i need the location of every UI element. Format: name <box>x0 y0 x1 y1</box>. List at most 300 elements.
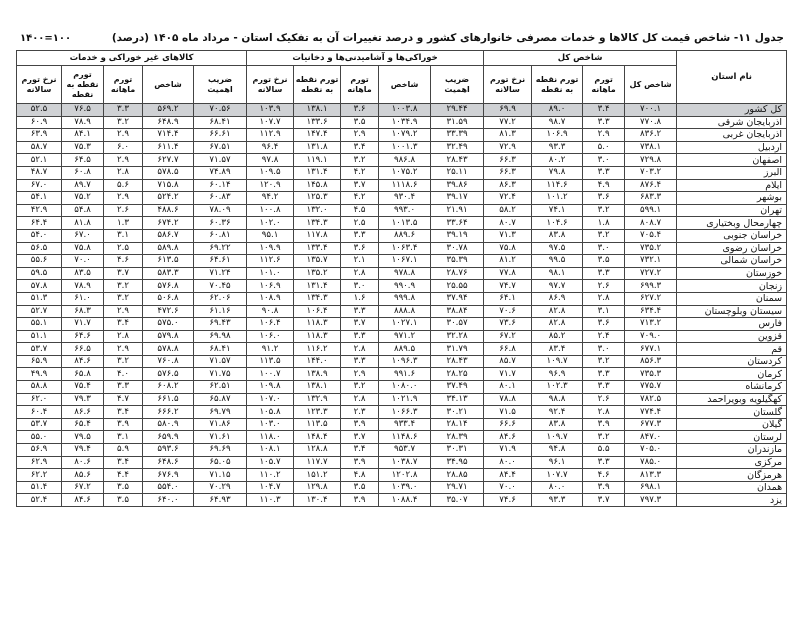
table-cell: ۷۷۴.۴ <box>625 406 677 419</box>
table-cell: ۸۴.۴ <box>484 469 532 482</box>
province-name-cell: کرمانشاه <box>677 381 787 394</box>
table-cell: ۷۷.۲ <box>484 116 532 129</box>
province-name-cell: قم <box>677 343 787 356</box>
table-cell: ۸۱.۸ <box>62 217 104 230</box>
table-cell: ۳.۵ <box>341 481 379 494</box>
table-row <box>17 179 787 192</box>
col-header-total-annual: نرخ تورم سالانه <box>484 66 532 104</box>
table-cell: ۲.۸ <box>104 330 143 343</box>
table-cell: ۴۹.۹ <box>17 368 62 381</box>
table-cell: ۳.۹ <box>583 418 625 431</box>
table-cell: ۱۰۱.۰ <box>247 267 294 280</box>
table-cell: ۸۶.۶ <box>62 406 104 419</box>
table-cell: ۸۹.۷ <box>62 179 104 192</box>
table-cell: ۹۶.۹ <box>532 368 583 381</box>
table-cell: ۳۳.۶۴ <box>431 217 484 230</box>
table-cell: ۸۰.۶ <box>62 456 104 469</box>
table-cell: ۳۲.۴۹ <box>431 141 484 154</box>
table-cell: ۳.۹ <box>341 418 379 431</box>
table-cell: ۷۵.۴ <box>62 381 104 394</box>
table-cell: ۸۴.۱ <box>62 129 104 142</box>
table-cell: ۳.۱ <box>104 229 143 242</box>
table-cell: ۳.۶ <box>583 192 625 205</box>
table-cell: ۸۳۶.۲ <box>625 129 677 142</box>
table-cell: ۳.۳ <box>583 166 625 179</box>
table-cell: ۵۸۶.۷ <box>143 229 194 242</box>
province-name-cell: گلستان <box>677 406 787 419</box>
table-cell: ۳.۴ <box>341 141 379 154</box>
table-cell: ۶۵.۴ <box>62 418 104 431</box>
province-column-header: نام استان <box>677 51 787 104</box>
table-cell: ۳.۲ <box>341 381 379 394</box>
table-row <box>17 368 787 381</box>
table-cell: ۱۰۷۵.۲ <box>379 166 431 179</box>
table-cell: ۱۱۸.۰ <box>247 431 294 444</box>
table-cell: ۷۸۵.۰ <box>625 456 677 469</box>
table-cell: ۳.۳ <box>583 456 625 469</box>
table-cell: ۴.۸ <box>341 469 379 482</box>
table-cell: ۷۱.۳ <box>484 229 532 242</box>
table-cell: ۹۵.۱ <box>247 229 294 242</box>
table-cell: ۲۵.۱۱ <box>431 166 484 179</box>
table-cell: ۲.۵ <box>341 217 379 230</box>
table-cell: ۱۳۸.۹ <box>294 368 341 381</box>
table-cell: ۵۲.۵ <box>17 104 62 117</box>
table-cell: ۲.۱ <box>341 255 379 268</box>
table-cell: ۱۰۶۷.۱ <box>379 255 431 268</box>
table-cell: ۷۳۲.۱ <box>625 255 677 268</box>
table-cell: ۳.۷ <box>583 494 625 507</box>
table-cell: ۱۳۲.۹ <box>294 393 341 406</box>
table-cell: ۷۲۷.۲ <box>625 267 677 280</box>
table-cell: ۴.۰ <box>104 368 143 381</box>
table-cell: ۷۱.۷ <box>484 368 532 381</box>
table-cell: ۸۴۷.۰ <box>625 431 677 444</box>
table-cell: ۷۴.۶ <box>484 494 532 507</box>
table-cell: ۷۵.۳ <box>62 141 104 154</box>
table-cell: ۶۱.۱۶ <box>194 305 247 318</box>
table-cell: ۵۷۶.۵ <box>143 368 194 381</box>
table-row <box>17 381 787 394</box>
table-cell: ۲.۶ <box>583 393 625 406</box>
table-cell: ۶۰.۸۳ <box>194 192 247 205</box>
table-cell: ۱۱۲.۹ <box>247 129 294 142</box>
table-cell: ۹۹۳.۰ <box>379 204 431 217</box>
table-cell: ۳.۷ <box>341 318 379 331</box>
province-name-cell: کهگیلویه وبویراحمد <box>677 393 787 406</box>
table-cell: ۳.۷ <box>104 267 143 280</box>
group-header-non-food: کالاهای غیر خوراکی و خدمات <box>17 51 247 66</box>
table-cell: ۷۹.۳ <box>62 393 104 406</box>
table-cell: ۱۰۸.۱ <box>247 444 294 457</box>
table-cell: ۷۵.۸ <box>62 242 104 255</box>
table-cell: ۷۸.۹ <box>62 116 104 129</box>
table-cell: ۷۱.۸۶ <box>194 418 247 431</box>
table-cell: ۷۹۷.۳ <box>625 494 677 507</box>
table-cell: ۱۱۹.۱ <box>294 154 341 167</box>
table-cell: ۷۱۳.۲ <box>625 318 677 331</box>
table-cell: ۳.۲ <box>104 280 143 293</box>
table-cell: ۲.۳ <box>341 406 379 419</box>
table-cell: ۶۷.۵۱ <box>194 141 247 154</box>
table-cell: ۲۹.۴۴ <box>431 104 484 117</box>
table-cell: ۹۹۹.۸ <box>379 292 431 305</box>
table-cell: ۵۵.۰ <box>17 431 62 444</box>
table-cell: ۱۴۷.۴ <box>294 129 341 142</box>
table-cell: ۳.۳ <box>341 305 379 318</box>
table-cell: ۱۲۳.۳ <box>294 406 341 419</box>
table-cell: ۸۸۸.۸ <box>379 305 431 318</box>
table-cell: ۷۴.۸۹ <box>194 166 247 179</box>
table-cell: ۳.۷ <box>341 179 379 192</box>
table-cell: ۱۱۰.۳ <box>247 494 294 507</box>
col-header-nonfood-index: شاخص <box>143 66 194 104</box>
col-header-nonfood-annual: نرخ تورم سالانه <box>17 66 62 104</box>
table-cell: ۳.۴ <box>104 318 143 331</box>
table-row <box>17 116 787 129</box>
table-cell: ۵.۹ <box>104 444 143 457</box>
table-cell: ۵۲.۴ <box>17 494 62 507</box>
table-cell: ۵۷۶.۸ <box>143 280 194 293</box>
table-cell: ۵۷۹.۸ <box>143 330 194 343</box>
table-cell: ۵۳.۷ <box>17 343 62 356</box>
table-row <box>17 318 787 331</box>
province-name-cell: قزوین <box>677 330 787 343</box>
table-cell: ۶۸.۴۱ <box>194 343 247 356</box>
table-cell: ۷۱.۹ <box>484 444 532 457</box>
table-cell: ۸۹.۰ <box>532 104 583 117</box>
table-cell: ۲.۶ <box>583 280 625 293</box>
table-cell: ۱۲۵.۳ <box>294 192 341 205</box>
table-cell: ۹۶.۴ <box>247 141 294 154</box>
table-cell: ۳۰.۷۸ <box>431 242 484 255</box>
table-cell: ۶۶۶.۲ <box>143 406 194 419</box>
table-cell: ۱۰۲.۰ <box>247 217 294 230</box>
table-cell: ۳.۲ <box>104 116 143 129</box>
table-cell: ۹۴.۸ <box>532 444 583 457</box>
table-cell: ۵۶.۵ <box>17 242 62 255</box>
table-cell: ۷۰.۰ <box>484 481 532 494</box>
table-row-national <box>17 104 787 117</box>
table-cell: ۳.۴ <box>104 406 143 419</box>
table-cell: ۷۸۲.۵ <box>625 393 677 406</box>
table-cell: ۹۷۸.۸ <box>379 267 431 280</box>
table-row <box>17 330 787 343</box>
table-cell: ۳۲.۲۸ <box>431 330 484 343</box>
table-cell: ۱۱۲.۶ <box>247 255 294 268</box>
table-cell: ۱۰۰.۷ <box>247 368 294 381</box>
table-cell: ۷۴.۱ <box>532 204 583 217</box>
table-cell: ۸۱.۲ <box>484 255 532 268</box>
table-cell: ۲.۶ <box>104 204 143 217</box>
table-row <box>17 431 787 444</box>
table-cell: ۷۰.۲۹ <box>194 481 247 494</box>
province-name-cell: یزد <box>677 494 787 507</box>
table-cell: ۹۸.۱ <box>532 267 583 280</box>
table-cell: ۱۱۸.۳ <box>294 330 341 343</box>
table-row <box>17 469 787 482</box>
table-cell: ۷۱.۵۷ <box>194 355 247 368</box>
province-name-cell: خوزستان <box>677 267 787 280</box>
table-cell: ۳۸.۸۴ <box>431 305 484 318</box>
table-cell: ۵۶.۹ <box>17 444 62 457</box>
table-cell: ۱۰۳۴.۹ <box>379 116 431 129</box>
table-cell: ۱۱۸.۳ <box>294 318 341 331</box>
table-cell: ۱۰۳.۰ <box>247 418 294 431</box>
table-cell: ۱۱۷.۸ <box>294 229 341 242</box>
table-cell: ۳۴.۹۵ <box>431 456 484 469</box>
table-cell: ۹۴.۲ <box>247 192 294 205</box>
table-row <box>17 204 787 217</box>
table-cell: ۸۰.۱ <box>484 381 532 394</box>
table-cell: ۹۳۰.۴ <box>379 192 431 205</box>
table-cell: ۶۲.۲ <box>17 469 62 482</box>
table-cell: ۹۶.۱ <box>532 456 583 469</box>
table-cell: ۷۱.۷۵ <box>194 368 247 381</box>
table-cell: ۵۳.۷ <box>17 418 62 431</box>
table-cell: ۱۰۶۳.۴ <box>379 242 431 255</box>
table-cell: ۳.۲ <box>583 204 625 217</box>
table-cell: ۱۴۵.۸ <box>294 179 341 192</box>
table-cell: ۷۱.۲۴ <box>194 267 247 280</box>
table-cell: ۸۰.۲ <box>532 154 583 167</box>
table-cell: ۵۹۹.۱ <box>625 204 677 217</box>
table-cell: ۳.۳ <box>583 267 625 280</box>
table-cell: ۴.۴ <box>104 469 143 482</box>
table-cell: ۹۷۱.۲ <box>379 330 431 343</box>
table-cell: ۱۰۷.۰ <box>247 393 294 406</box>
table-cell: ۸۶.۹ <box>532 292 583 305</box>
table-cell: ۱۰۹.۵ <box>247 166 294 179</box>
province-name-cell: فارس <box>677 318 787 331</box>
table-cell: ۷۴.۷ <box>484 280 532 293</box>
table-row <box>17 292 787 305</box>
table-cell: ۵۸.۸ <box>17 381 62 394</box>
table-cell: ۵.۰ <box>583 141 625 154</box>
table-cell: ۸۲.۸ <box>532 318 583 331</box>
table-cell: ۳.۹ <box>341 494 379 507</box>
table-cell: ۸۲.۸ <box>532 305 583 318</box>
table-cell: ۳.۹ <box>583 481 625 494</box>
table-cell: ۷۱.۵ <box>484 406 532 419</box>
table-cell: ۱.۳ <box>104 217 143 230</box>
table-cell: ۲۸.۴۳ <box>431 154 484 167</box>
table-cell: ۷۸.۹ <box>62 280 104 293</box>
table-row <box>17 355 787 368</box>
table-cell: ۱۰۹.۹ <box>247 242 294 255</box>
table-cell: ۷۲۹.۸ <box>625 154 677 167</box>
province-name-cell: سمنان <box>677 292 787 305</box>
table-cell: ۲.۵ <box>104 242 143 255</box>
province-name-cell: البرز <box>677 166 787 179</box>
table-cell: ۶۷۴.۲ <box>143 217 194 230</box>
table-cell: ۴۷۲.۶ <box>143 305 194 318</box>
table-cell: ۴.۷ <box>104 393 143 406</box>
table-cell: ۱۱۷.۷ <box>294 456 341 469</box>
table-cell: ۵۷۸.۵ <box>143 166 194 179</box>
table-cell: ۷۲.۴ <box>484 192 532 205</box>
table-cell: ۴.۲ <box>341 192 379 205</box>
table-row <box>17 141 787 154</box>
table-row <box>17 456 787 469</box>
table-cell: ۵۹.۵ <box>17 267 62 280</box>
table-row <box>17 305 787 318</box>
table-cell: ۷۳۸.۱ <box>625 141 677 154</box>
table-cell: ۶۹۸.۱ <box>625 481 677 494</box>
table-cell: ۳.۲ <box>583 355 625 368</box>
table-cell: ۱۳۳.۶ <box>294 116 341 129</box>
table-cell: ۲.۹ <box>104 154 143 167</box>
table-cell: ۳.۳ <box>341 229 379 242</box>
table-cell: ۳.۳ <box>104 104 143 117</box>
table-cell: ۷۱.۵۷ <box>194 154 247 167</box>
table-cell: ۶۷.۰ <box>62 229 104 242</box>
table-row <box>17 229 787 242</box>
table-cell: ۱۰۰.۸ <box>247 204 294 217</box>
table-cell: ۶۷۶.۹ <box>143 469 194 482</box>
table-cell: ۵۲۴.۲ <box>143 192 194 205</box>
table-cell: ۷۰.۴۵ <box>194 280 247 293</box>
table-cell: ۷۵.۲ <box>62 192 104 205</box>
table-cell: ۵۰۶.۸ <box>143 292 194 305</box>
table-cell: ۹۰.۸ <box>247 305 294 318</box>
table-cell: ۶۴.۴ <box>17 217 62 230</box>
table-cell: ۷۷.۸ <box>484 267 532 280</box>
table-row <box>17 192 787 205</box>
table-cell: ۶۲.۹ <box>17 456 62 469</box>
table-cell: ۱۲۹.۸ <box>294 481 341 494</box>
province-name-cell: زنجان <box>677 280 787 293</box>
table-cell: ۹۳.۳ <box>532 141 583 154</box>
table-cell: ۷۷۰.۸ <box>625 116 677 129</box>
table-cell: ۵۸۰.۹ <box>143 418 194 431</box>
table-cell: ۳۱.۷۹ <box>431 343 484 356</box>
table-cell: ۱۰۸۸.۴ <box>379 494 431 507</box>
table-cell: ۱۰۴.۶ <box>532 217 583 230</box>
table-cell: ۱۰۱۳.۵ <box>379 217 431 230</box>
table-cell: ۱۰۶.۴ <box>247 318 294 331</box>
table-cell: ۶۸۳.۳ <box>625 192 677 205</box>
table-cell: ۳.۹ <box>341 456 379 469</box>
table-cell: ۲۸.۸۵ <box>431 469 484 482</box>
table-row <box>17 242 787 255</box>
province-name-cell: سیستان وبلوچستان <box>677 305 787 318</box>
table-cell: ۷۰۵.۰ <box>625 444 677 457</box>
table-cell: ۳.۵ <box>583 255 625 268</box>
province-name-cell: بوشهر <box>677 192 787 205</box>
table-cell: ۹۹.۵ <box>532 255 583 268</box>
table-cell: ۶۲.۰ <box>17 393 62 406</box>
table-cell: ۶۹۹.۳ <box>625 280 677 293</box>
table-cell: ۷۱.۶۱ <box>194 431 247 444</box>
table-cell: ۸۳.۴ <box>532 343 583 356</box>
table-cell: ۵۵۴.۰ <box>143 481 194 494</box>
table-cell: ۹۲.۴ <box>532 406 583 419</box>
table-cell: ۱۲۰.۹ <box>247 179 294 192</box>
table-cell: ۳۱.۵۹ <box>431 116 484 129</box>
table-cell: ۷۷۵.۷ <box>625 381 677 394</box>
table-cell: ۲.۹ <box>104 305 143 318</box>
table-cell: ۶۷.۲ <box>62 481 104 494</box>
table-cell: ۶۷۷.۳ <box>625 418 677 431</box>
col-header-nonfood-weight: ضریب اهمیت <box>194 66 247 104</box>
province-name-cell: کردستان <box>677 355 787 368</box>
table-cell: ۱۰۹.۸ <box>247 381 294 394</box>
table-cell: ۱۰۸.۹ <box>247 292 294 305</box>
table-cell: ۲.۸ <box>104 166 143 179</box>
province-name-cell: کرمان <box>677 368 787 381</box>
table-cell: ۱.۸ <box>583 217 625 230</box>
table-cell: ۱۳۴.۳ <box>294 292 341 305</box>
table-cell: ۱۰۹.۷ <box>532 355 583 368</box>
province-name-cell: خراسان جنوبی <box>677 229 787 242</box>
table-cell: ۴۸.۷ <box>17 166 62 179</box>
table-row <box>17 406 787 419</box>
table-cell: ۸۳.۵ <box>62 267 104 280</box>
table-cell: ۱.۶ <box>341 292 379 305</box>
table-cell: ۷۰.۶ <box>484 305 532 318</box>
table-cell: ۵۱.۳ <box>17 292 62 305</box>
table-cell: ۵۴.۰ <box>17 229 62 242</box>
col-header-food-weight: ضریب اهمیت <box>431 66 484 104</box>
table-cell: ۷۰۰.۱ <box>625 104 677 117</box>
table-cell: ۴.۶ <box>583 469 625 482</box>
table-cell: ۸۰.۰ <box>484 456 532 469</box>
table-cell: ۶۳۴.۴ <box>625 305 677 318</box>
table-cell: ۲.۸ <box>583 292 625 305</box>
table-cell: ۶۶.۸ <box>484 343 532 356</box>
table-cell: ۷۳۵.۳ <box>625 368 677 381</box>
table-cell: ۷۶.۵ <box>62 104 104 117</box>
table-cell: ۶۶.۵ <box>62 343 104 356</box>
table-cell: ۱۳۱.۴ <box>294 166 341 179</box>
table-row <box>17 494 787 507</box>
table-cell: ۱۰۵.۸ <box>247 406 294 419</box>
table-cell: ۳.۲ <box>583 229 625 242</box>
table-cell: ۸۴.۶ <box>484 431 532 444</box>
table-cell: ۶۴.۵ <box>62 154 104 167</box>
table-cell: ۸۴.۶ <box>62 355 104 368</box>
table-cell: ۸۸۹.۶ <box>379 229 431 242</box>
col-header-food-monthly: تورم ماهانه <box>341 66 379 104</box>
table-cell: ۶۸.۳ <box>62 305 104 318</box>
table-cell: ۱۳۸.۱ <box>294 381 341 394</box>
table-cell: ۷۱۵.۸ <box>143 179 194 192</box>
table-cell: ۷۰۹.۰ <box>625 330 677 343</box>
table-cell: ۱۳۰.۴ <box>294 494 341 507</box>
table-cell: ۱۰۶۶.۳ <box>379 406 431 419</box>
table-cell: ۱۰۳۸.۷ <box>379 456 431 469</box>
table-cell: ۱۰۶.۹ <box>532 129 583 142</box>
table-row <box>17 267 787 280</box>
table-cell: ۳.۴ <box>341 444 379 457</box>
table-cell: ۱۱۰.۲ <box>247 469 294 482</box>
table-cell: ۶۷.۲ <box>484 330 532 343</box>
table-cell: ۳.۹ <box>104 418 143 431</box>
table-cell: ۲.۹ <box>104 129 143 142</box>
table-cell: ۲۸.۷۶ <box>431 267 484 280</box>
table-cell: ۶۵۹.۹ <box>143 431 194 444</box>
table-cell: ۳.۲ <box>583 431 625 444</box>
table-cell: ۹۷.۷ <box>532 280 583 293</box>
table-cell: ۵۱.۴ <box>17 481 62 494</box>
table-cell: ۲۸.۳۹ <box>431 431 484 444</box>
table-cell: ۲.۸ <box>341 343 379 356</box>
table-row <box>17 166 787 179</box>
table-cell: ۲.۸ <box>341 267 379 280</box>
table-cell: ۳.۲ <box>104 355 143 368</box>
table-cell: ۵۱.۱ <box>17 330 62 343</box>
